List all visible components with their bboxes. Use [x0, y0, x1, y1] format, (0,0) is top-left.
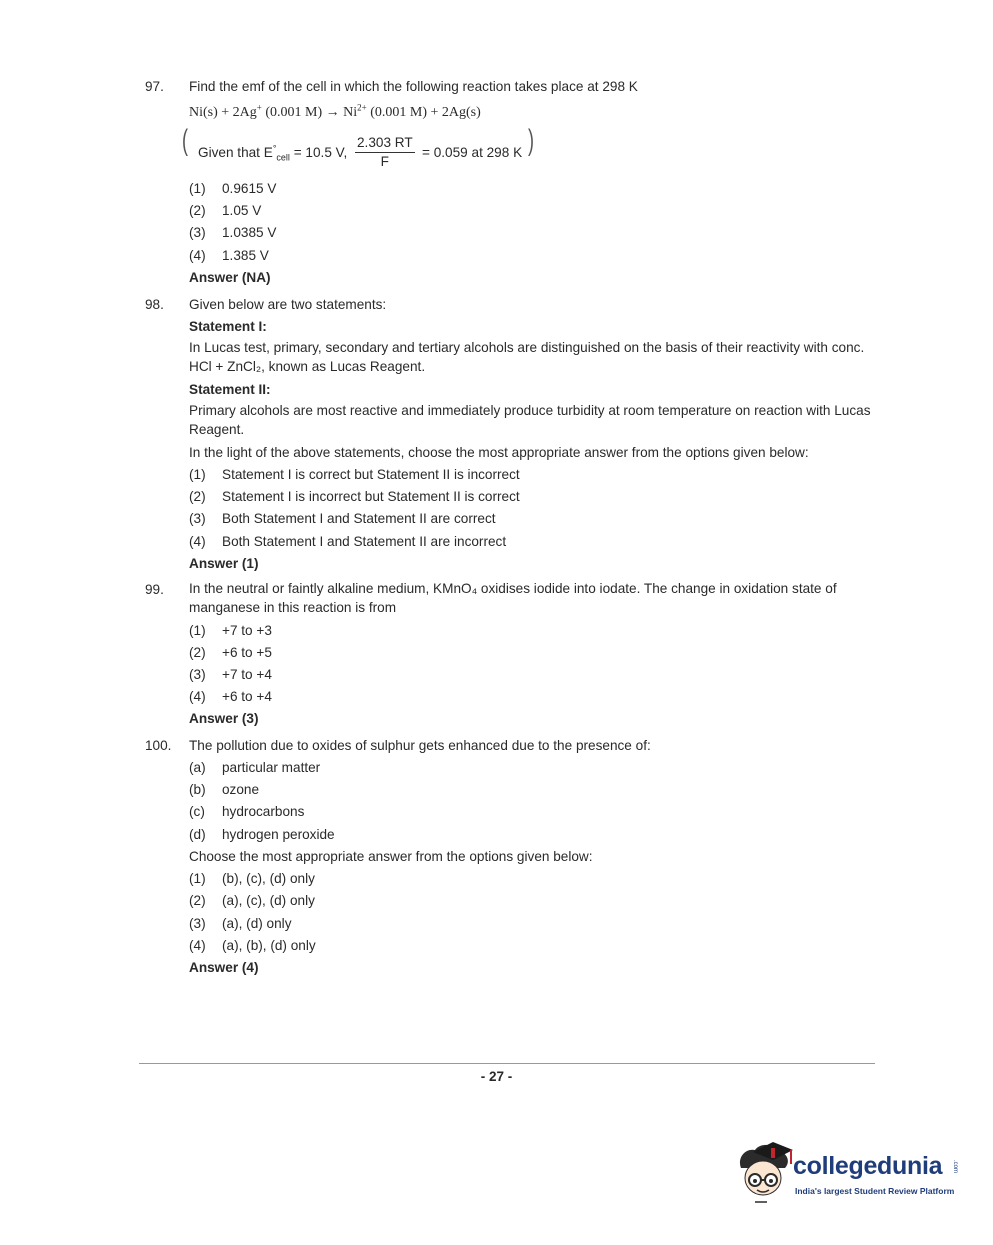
- answer: Answer (1): [189, 556, 259, 571]
- question-stem: Find the emf of the cell in which the following reaction takes place at 298 K: [189, 79, 638, 94]
- option-1: (1) +7 to +3: [189, 623, 272, 638]
- given-expression: ( Given that $E^\circ_{cell} = 10.5$ V, $\frac{2.303 RT}{F}$ = 0.059 at 298 K ): [182, 124, 534, 169]
- option-4: (4) 1.385 V: [189, 248, 269, 263]
- logo-tagline: India's largest Student Review Platform: [795, 1186, 955, 1196]
- page-number: - 27 -: [480, 1069, 513, 1084]
- option-1: (1) Statement I is correct but Statement II is incorrect: [189, 467, 520, 482]
- option-4: (4) Both Statement I and Statement II are incorrect: [189, 534, 507, 549]
- question-stem: In the neutral or faintly alkaline medium, KMnO₄ oxidises iodide into iodate. The change in oxidation state of manganese in this reaction is from: [189, 581, 837, 615]
- question-number: 97.: [145, 79, 164, 94]
- option-4: (4) (a), (b), (d) only: [189, 938, 316, 953]
- statement-2-label: Statement II:: [189, 382, 271, 397]
- question-stem: The pollution due to oxides of sulphur gets enhanced due to the presence of:: [189, 738, 651, 753]
- logo-com: .com: [952, 1160, 958, 1174]
- option-3: (3) 1.0385 V: [189, 225, 277, 240]
- item-c: (c) hydrocarbons: [189, 804, 305, 819]
- logo-wordmark: collegedunia: [793, 1152, 943, 1180]
- option-2: (2) 1.05 V: [189, 203, 262, 218]
- answer: Answer (NA): [189, 270, 271, 285]
- instruction: Choose the most appropriate answer from the options given below:: [189, 849, 593, 864]
- option-3: (3) Both Statement I and Statement II are correct: [189, 511, 496, 526]
- option-1: (1) 0.9615 V: [189, 181, 277, 196]
- reaction-equation: Ni(s) + 2Ag+ (0.001 $M) \to Ni^{2+}$ (0.001 M) + 2Ag(s): [189, 102, 481, 120]
- footer-divider: [139, 1063, 875, 1064]
- question-stem: Given below are two statements:: [189, 297, 387, 312]
- question-number: 98.: [145, 297, 164, 312]
- option-2: (2) (a), (c), (d) only: [189, 893, 315, 908]
- mascot-icon: [735, 1138, 797, 1208]
- item-b: (b) ozone: [189, 782, 260, 797]
- option-3: (3) +7 to +4: [189, 667, 272, 682]
- collegedunia-logo: [735, 1138, 965, 1208]
- question-number: 99.: [145, 582, 164, 597]
- statement-1-text: In Lucas test, primary, secondary and tertiary alcohols are distinguished on the basis of their reactivity with conc. HCl + ZnCl₂, known as Lucas Reagent.: [189, 340, 865, 374]
- fraction: $\frac{2.303 RT}{F}$: [357, 135, 413, 169]
- item-d: (d) hydrogen peroxide: [189, 827, 335, 842]
- answer: Answer (3): [189, 711, 259, 726]
- instruction: In the light of the above statements, choose the most appropriate answer from the options given below:: [189, 445, 809, 460]
- item-a: (a) particular matter: [189, 760, 321, 775]
- question-number: 100.: [145, 738, 172, 753]
- statement-1-label: Statement I:: [189, 319, 267, 334]
- option-4: (4) +6 to +4: [189, 689, 272, 704]
- answer: Answer (4): [189, 960, 259, 975]
- statement-2-text: Primary alcohols are most reactive and immediately produce turbidity at room temperature on reaction with Lucas Reagent.: [189, 403, 871, 437]
- option-2: (2) +6 to +5: [189, 645, 272, 660]
- option-2: (2) Statement I is incorrect but Statement II is correct: [189, 489, 520, 504]
- option-1: (1) (b), (c), (d) only: [189, 871, 315, 886]
- option-3: (3) (a), (d) only: [189, 916, 292, 931]
